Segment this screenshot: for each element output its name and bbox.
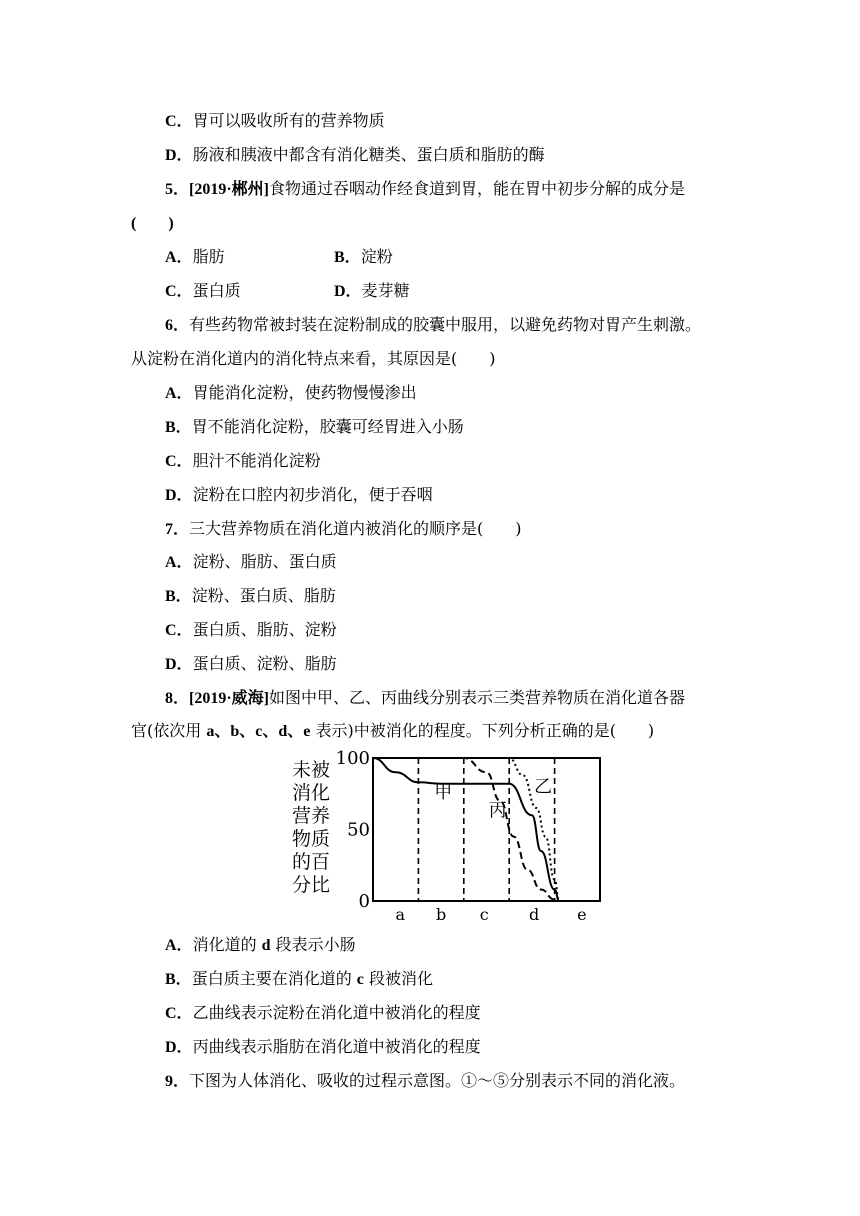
option-text: 脂肪 [192,247,225,266]
x-ticks [395,905,586,924]
q7-option-c [165,620,337,641]
option-segment: c [356,971,364,988]
y-tick-label: 100 [335,748,370,769]
option-letter: A． [165,385,193,402]
q4-option-d [165,145,545,166]
option-text: 蛋白质、脂肪、淀粉 [192,620,337,639]
y-tick-label: 0 [358,891,370,912]
q5-stem-cont [131,213,174,234]
q8-stem-cont [131,721,654,742]
option-text: 肠液和胰液中都含有消化糖类、蛋白质和脂肪的酶 [192,145,545,164]
q6-stem-cont [131,349,496,369]
option-text: 段被消化 [363,969,433,988]
q5-options-cd [165,281,565,302]
question-source: [2019·威海] [189,690,270,707]
q7-option-a [165,552,337,573]
option-letter: D． [165,147,193,164]
series-line-dotted [373,758,559,901]
question-number: 8． [165,690,190,707]
option-text: 胃能消化淀粉，使药物慢慢渗出 [192,383,417,402]
y-label-line: 营养 [292,805,331,827]
option-text: 蛋白质主要在消化道的 [191,969,357,988]
option-text: 蛋白质、淀粉、脂肪 [192,654,337,673]
q7-option-b [165,586,336,607]
q6-option-a [165,383,417,404]
y-label-line: 的百 [292,851,331,873]
y-ticks [336,748,370,912]
option-letter: D． [165,656,193,673]
q7-option-d [165,654,337,675]
x-tick-label: d [529,905,540,924]
q8-option-a [165,935,356,956]
series-lines [373,758,559,901]
question-number: 5． [165,181,190,198]
q4-option-c [165,111,385,132]
answer-bracket: ( ) [131,215,174,232]
q7-stem [165,519,522,540]
option-text: 淀粉、脂肪、蛋白质 [192,552,337,571]
y-label-line: 未被 [292,759,331,781]
option-letter: B． [334,249,361,266]
option-letter: D． [334,283,362,300]
question-text: 食物通过吞咽动作经食道到胃，能在胃中初步分解的成分是 [269,179,686,198]
digestion-chart [288,748,608,926]
question-text: 从淀粉在消化道内的消化特点来看，其原因是( ) [131,349,496,368]
option-text: 胃可以吸收所有的营养物质 [192,111,385,130]
option-text: 乙曲线表示淀粉在消化道中被消化的程度 [192,1003,481,1022]
x-tick-label: a [395,905,406,924]
option-text: 淀粉在口腔内初步消化，便于吞咽 [192,485,433,504]
q6-stem [165,315,701,336]
series-label: 丙 [488,800,507,822]
q9-stem [165,1071,685,1092]
option-text: 蛋白质 [192,281,241,300]
option-letter: C． [165,622,193,639]
option-text: 淀粉 [360,247,393,266]
option-segment: d [261,937,271,954]
q8-option-c [165,1003,481,1024]
series-line-solid [373,758,559,901]
option-letter: B． [165,971,192,988]
question-number: 9． [165,1073,190,1090]
series-label: 甲 [434,782,453,804]
option-text: 消化道的 [192,935,262,954]
x-tick-label: b [435,905,447,924]
question-text: 有些药物常被封装在淀粉制成的胶囊中服用，以避免药物对胃产生刺激。 [189,315,702,334]
segment-letters: a、b、c、d、e [206,723,311,740]
q6-option-b [165,417,464,438]
question-source: [2019·郴州] [189,181,270,198]
q8-option-b [165,969,433,990]
option-letter: C． [165,113,193,130]
option-letter: A． [165,249,193,266]
y-label-line: 物质 [292,828,331,850]
option-text: 段表示小肠 [270,935,356,954]
series-label: 乙 [534,776,553,798]
question-number: 6． [165,317,190,334]
q6-option-c [165,451,321,472]
question-text: 三大营养物质在消化道内被消化的顺序是( ) [189,519,522,538]
q6-option-d [165,485,433,506]
option-letter: A． [165,554,193,571]
plot-frame [373,758,600,901]
option-letter: A． [165,937,193,954]
question-text: 下图为人体消化、吸收的过程示意图。①～⑤分别表示不同的消化液。 [189,1071,686,1090]
option-text: 胆汁不能消化淀粉 [192,451,321,470]
x-tick-label: c [479,905,489,924]
option-letter: C． [165,453,193,470]
question-number: 7． [165,521,190,538]
question-text: 官(依次用 [131,721,207,740]
option-letter: D． [165,487,193,504]
option-letter: B． [165,588,192,605]
option-letter: D． [165,1039,193,1056]
question-text: 表示)中被消化的程度。下列分析正确的是( ) [310,721,655,740]
q8-stem [165,688,685,709]
option-text: 丙曲线表示脂肪在消化道中被消化的程度 [192,1037,481,1056]
q8-option-d [165,1037,481,1058]
option-text: 麦芽糖 [361,281,410,300]
option-text: 胃不能消化淀粉，胶囊可经胃进入小肠 [191,417,464,436]
option-text: 淀粉、蛋白质、脂肪 [191,586,336,605]
option-letter: C． [165,1005,193,1022]
y-label-line: 消化 [292,782,331,804]
series-line-dashed [373,758,559,901]
option-letter: C． [165,283,193,300]
y-axis-label [292,759,330,896]
y-tick-label: 50 [347,819,370,841]
x-tick-label: e [577,905,587,924]
y-label-line: 分比 [292,874,331,896]
question-text: 如图中甲、乙、丙曲线分别表示三类营养物质在消化道各器 [269,688,686,707]
q5-stem [165,179,685,200]
option-letter: B． [165,419,192,436]
q5-options-ab [165,247,565,268]
